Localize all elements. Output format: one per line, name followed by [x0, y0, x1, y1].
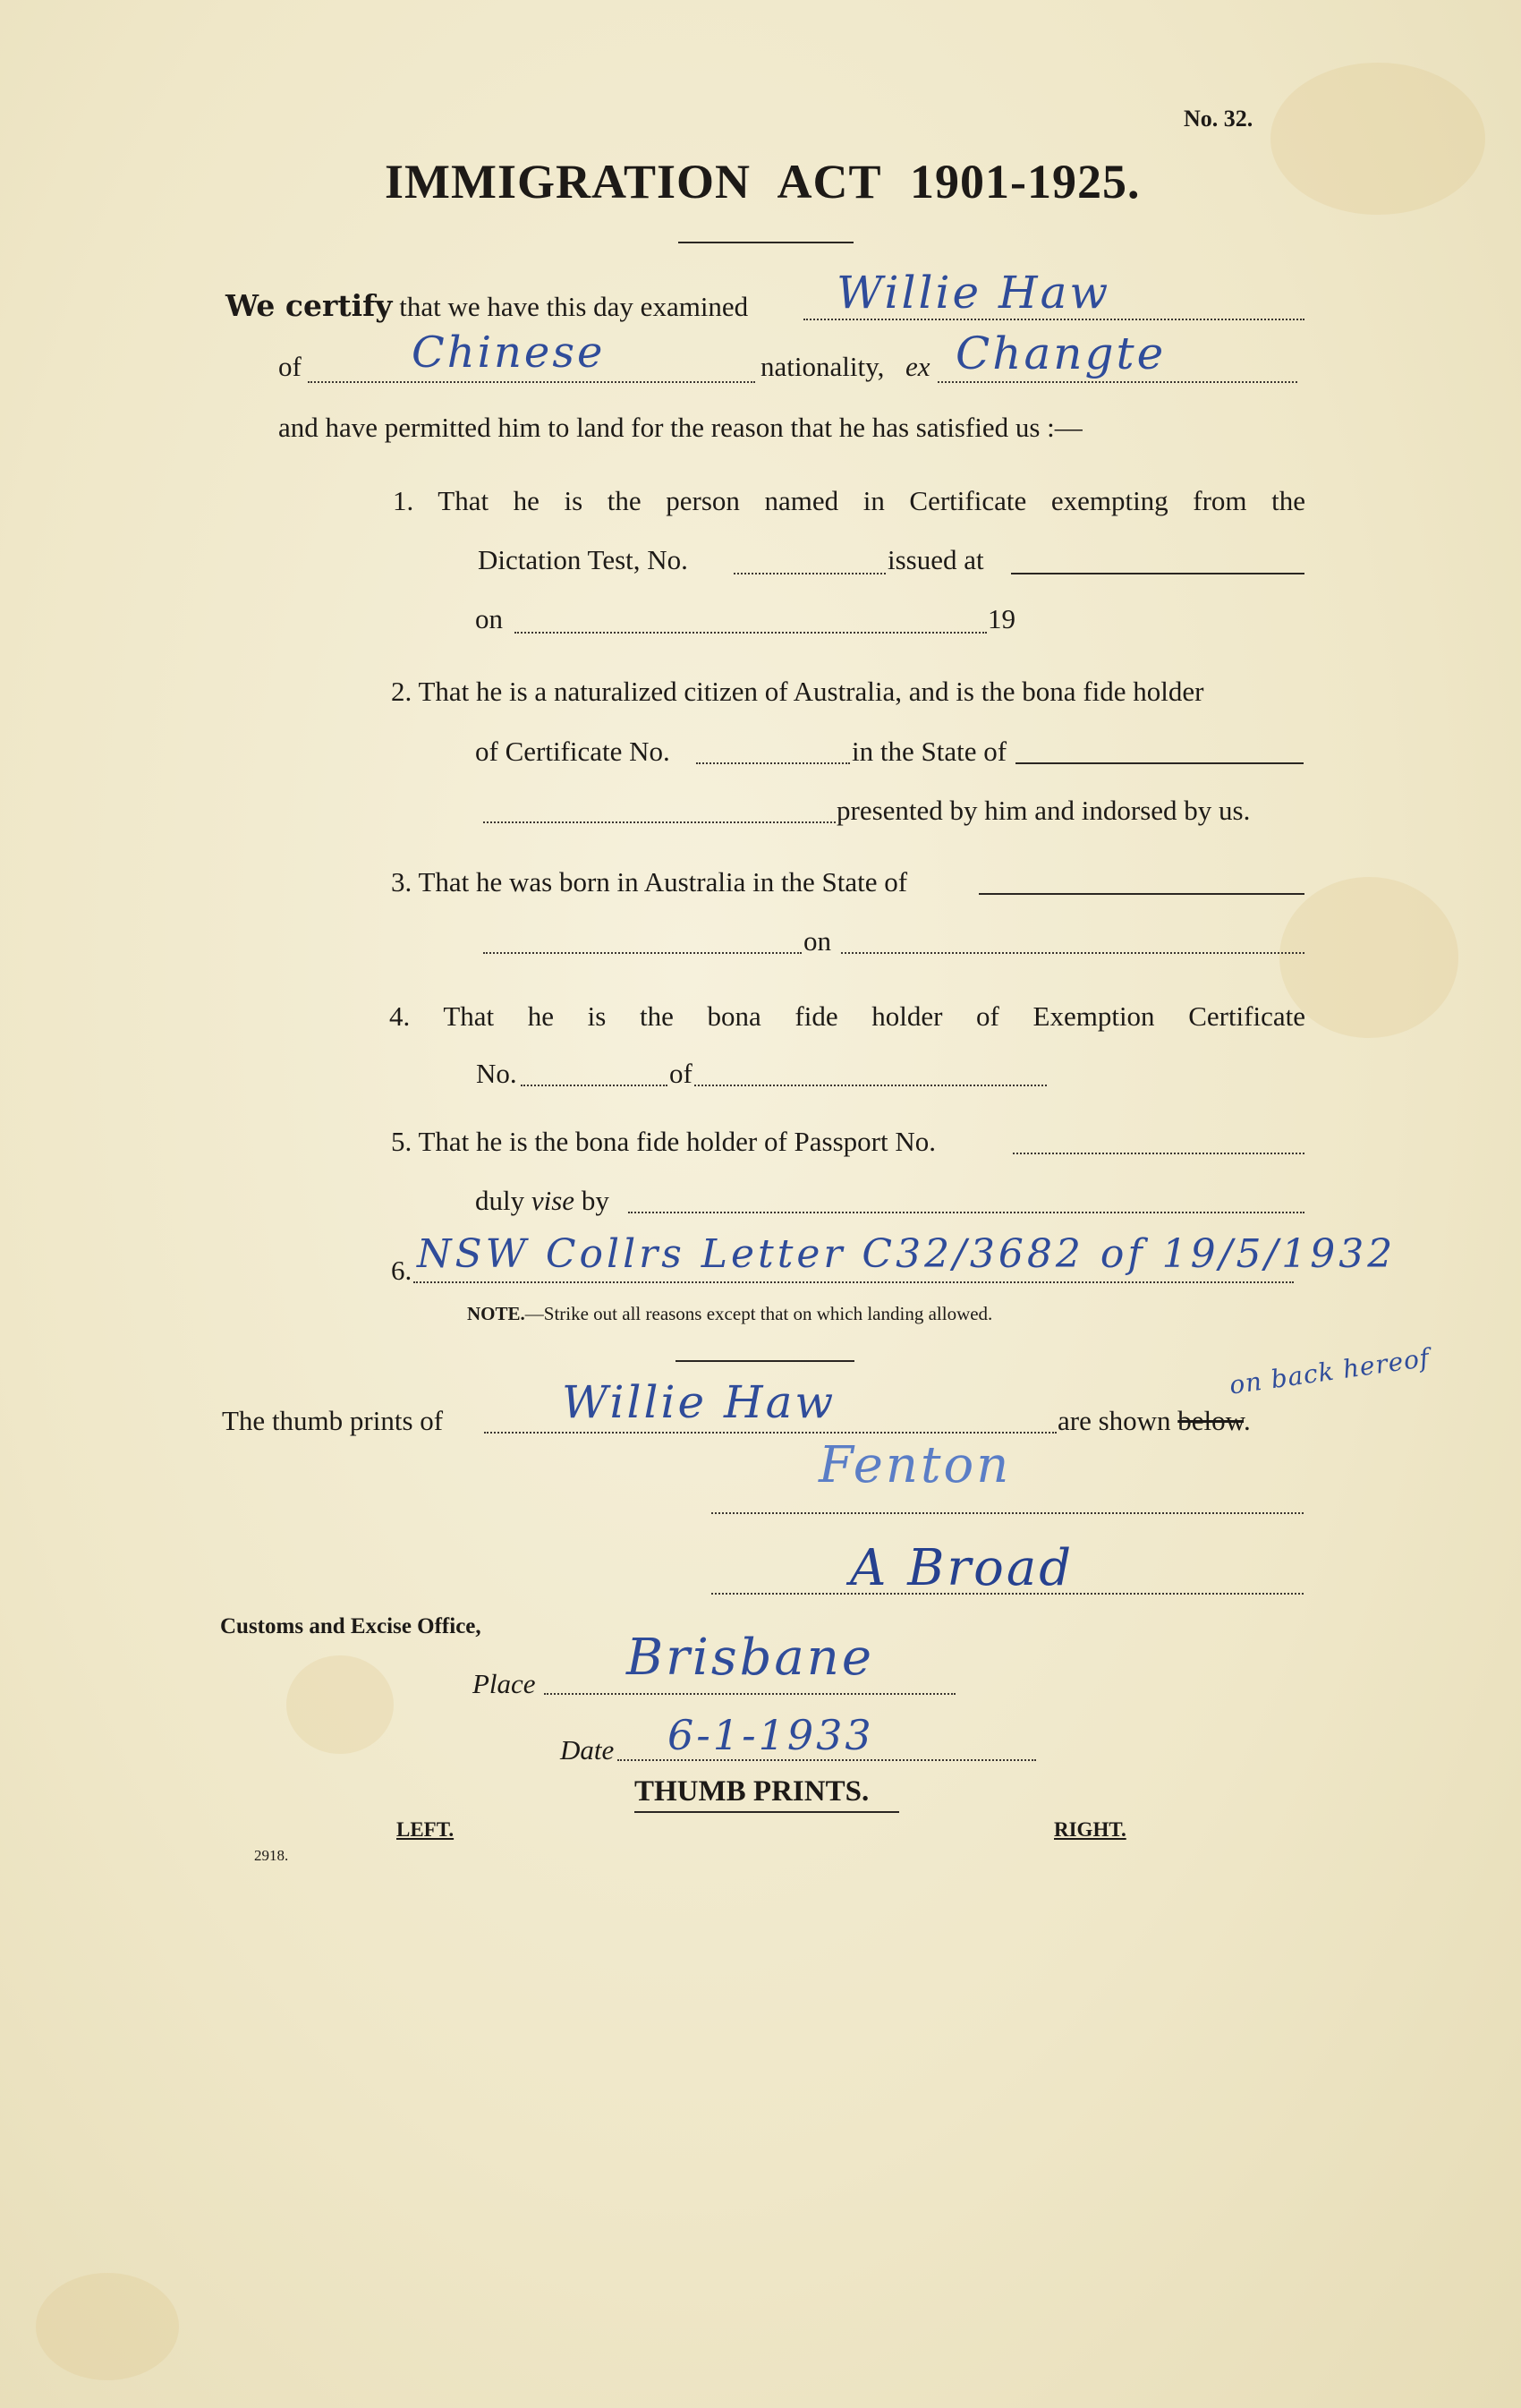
paper-stain — [1279, 877, 1458, 1038]
issued-on-field — [514, 632, 987, 634]
signature-1-line — [711, 1512, 1304, 1514]
signature-2: A Broad — [850, 1539, 1075, 1597]
reason-1-text: 1. That he is the person named in Certificate exempting from the — [393, 485, 1305, 516]
certify-line — [225, 288, 748, 323]
section-rule — [676, 1360, 854, 1362]
handwritten-reason-6: NSW Collrs Letter C32/3682 of 19/5/1932 — [417, 1231, 1397, 1277]
paper-stain — [286, 1655, 394, 1754]
presented-field — [483, 821, 836, 823]
place-label: Place — [472, 1668, 536, 1699]
reason-5-text: 5. That he is the bona fide holder of Passport No. — [391, 1126, 936, 1157]
reason-6-field — [413, 1281, 1294, 1283]
certificate-state-field — [1015, 762, 1304, 764]
ex-label: ex — [905, 351, 930, 382]
certify-text: that we have this day examined — [399, 291, 749, 322]
date-label: Date — [560, 1734, 615, 1766]
reason-5-vise — [475, 1185, 609, 1217]
reason-4-of: of — [669, 1058, 693, 1089]
reason-4-no: No. — [476, 1058, 517, 1089]
handwritten-examined-name: Willie Haw — [837, 267, 1111, 319]
form-number: No. 32. — [1184, 106, 1253, 132]
certify-lead: We certify — [225, 288, 393, 323]
are-shown-text: are shown — [1058, 1405, 1171, 1436]
thumb-prints-text: The thumb prints of — [222, 1405, 444, 1436]
reason-5-by: by — [581, 1185, 609, 1216]
note-line — [467, 1303, 992, 1325]
reason-1-issued: issued at — [888, 544, 984, 575]
handwritten-on-back: on back hereof — [1228, 1342, 1432, 1400]
exemption-of-field — [694, 1085, 1047, 1086]
reason-1-year: 19 — [988, 603, 1015, 634]
handwritten-place: Brisbane — [626, 1629, 875, 1687]
born-on-field — [841, 952, 1304, 954]
issued-at-field — [1011, 573, 1304, 574]
handwritten-date: 6-1-1933 — [667, 1711, 874, 1759]
reason-2-presented: presented by him and indorsed by us. — [837, 795, 1251, 826]
thumb-prints-heading: THUMB PRINTS. — [634, 1775, 870, 1808]
reason-6-number: 6. — [391, 1255, 412, 1286]
right-thumb-label: RIGHT. — [1054, 1818, 1126, 1841]
handwritten-ship: Changte — [956, 328, 1167, 379]
paper-stain — [1270, 63, 1485, 215]
permit-text: and have permitted him to land for the reason that he has satisfied us :— — [278, 412, 1083, 443]
ship-field — [938, 381, 1297, 383]
passport-number-field — [1013, 1153, 1304, 1154]
dictation-number-field — [734, 573, 886, 574]
handwritten-nationality: Chinese — [412, 328, 606, 378]
nationality-field — [308, 381, 755, 383]
paper-stain — [36, 2273, 179, 2380]
note-label: NOTE. — [467, 1303, 525, 1324]
born-state-field — [979, 893, 1304, 895]
handwritten-thumb-name: Willie Haw — [562, 1376, 837, 1428]
vise-by-field — [628, 1212, 1304, 1213]
nationality-label: nationality, — [760, 351, 885, 382]
are-shown-label: are shown below. — [1058, 1405, 1251, 1436]
reason-1-dictation: Dictation Test, No. — [478, 544, 688, 575]
signature-2-line — [711, 1593, 1304, 1595]
form-title: IMMIGRATION ACT 1901-1925. — [385, 155, 1141, 208]
exemption-number-field — [521, 1085, 667, 1086]
reason-2-state: in the State of — [852, 736, 1007, 767]
reason-2-text: 2. That he is a naturalized citizen of Australia, and is the bona fide holder — [391, 676, 1204, 707]
title-rule — [678, 242, 854, 243]
reason-5-vise-word: vise — [531, 1185, 575, 1216]
certificate-number-field — [696, 762, 850, 764]
below-struck: below — [1177, 1405, 1245, 1436]
reason-3-on: on — [803, 925, 831, 957]
thumb-heading-underline — [634, 1811, 899, 1813]
examined-name-field — [803, 319, 1304, 320]
thumb-name-field — [484, 1432, 1057, 1434]
reason-1-on: on — [475, 603, 503, 634]
of-label: of — [278, 351, 302, 382]
note-text: —Strike out all reasons except that on which landing allowed. — [524, 1303, 993, 1324]
reason-4-text: 4. That he is the bona fide holder of Exemption Certificate — [389, 1000, 1305, 1032]
reason-5-duly: duly — [475, 1185, 525, 1216]
reason-2-certificate: of Certificate No. — [475, 736, 670, 767]
date-field — [617, 1759, 1036, 1761]
customs-office-label: Customs and Excise Office, — [220, 1614, 481, 1638]
signature-1: Fenton — [819, 1436, 1012, 1494]
left-thumb-label: LEFT. — [396, 1818, 455, 1841]
born-state-continued-field — [483, 952, 802, 954]
place-field — [544, 1693, 956, 1695]
form-code: 2918. — [254, 1847, 289, 1864]
reason-3-text: 3. That he was born in Australia in the State of — [391, 866, 908, 898]
